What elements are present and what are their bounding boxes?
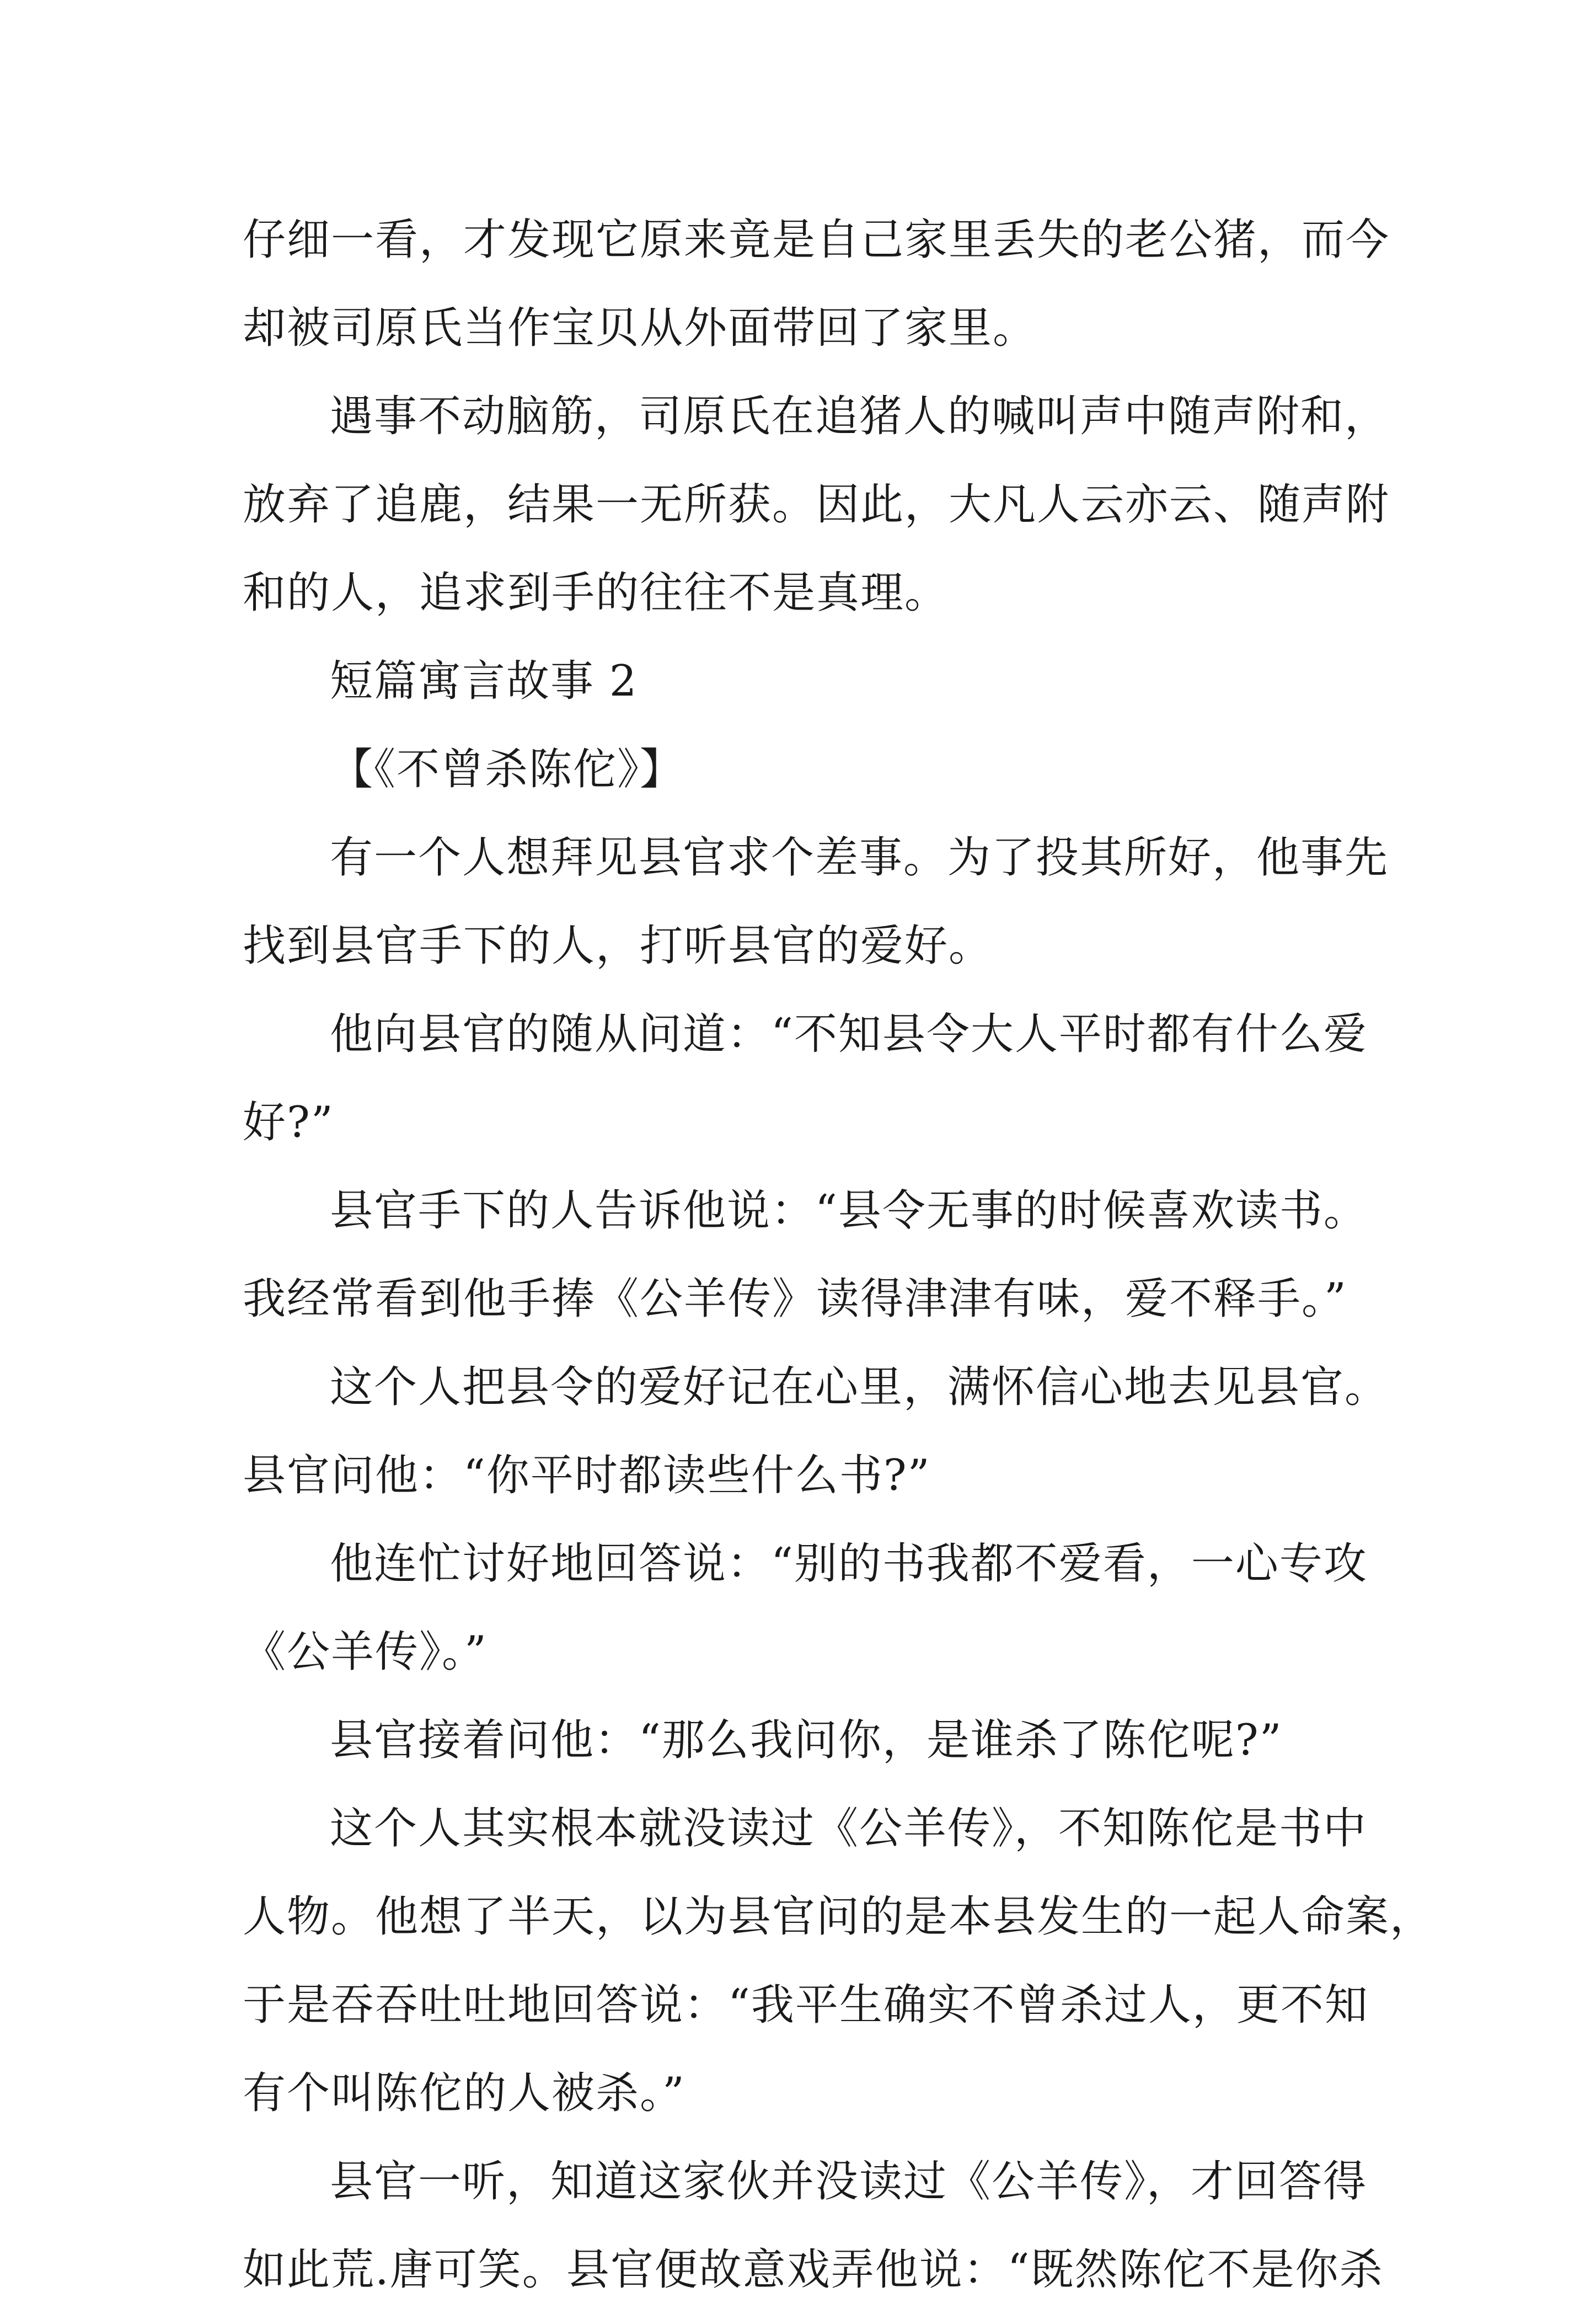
text-line: 《公羊传》。” xyxy=(243,1627,488,1677)
text-line: 他向县官的随从问道：“不知县令大人平时都有什么爱 xyxy=(330,1009,1368,1059)
text-line: 他连忙讨好地回答说：“别的书我都不爱看，一心专攻 xyxy=(330,1539,1368,1589)
text-line: 有一个人想拜见县官求个差事。为了投其所好，他事先 xyxy=(330,833,1389,883)
text-line: 好?” xyxy=(243,1098,334,1147)
text-line: 和的人，追求到手的往往不是真理。 xyxy=(243,568,949,618)
document-body xyxy=(243,196,1434,2314)
text-line: 如此荒.唐可笑。县官便故意戏弄他说：“既然陈佗不是你杀 xyxy=(243,2245,1384,2295)
text-line: 有个叫陈佗的人被杀。” xyxy=(243,2069,685,2118)
text-line: 于是吞吞吐吐地回答说：“我平生确实不曾杀过人，更不知 xyxy=(243,1980,1369,2030)
text-line: 我经常看到他手捧《公羊传》读得津津有味，爱不释手。” xyxy=(243,1274,1347,1324)
text-line: 县官问他：“你平时都读些什么书?” xyxy=(243,1451,931,1500)
text-line: 这个人把县令的爱好记在心里，满怀信心地去见县官。 xyxy=(330,1362,1389,1412)
text-line: 县官手下的人告诉他说：“县令无事的时候喜欢读书。 xyxy=(330,1186,1368,1236)
text-line: 却被司原氏当作宝贝从外面带回了家里。 xyxy=(243,303,1037,353)
text-line: 仔细一看，才发现它原来竟是自己家里丢失的老公猪，而今 xyxy=(243,215,1390,265)
text-line: 遇事不动脑筋，司原氏在追猪人的喊叫声中随声附和， xyxy=(330,392,1389,441)
text-line: 放弃了追鹿，结果一无所获。因此，大凡人云亦云、随声附 xyxy=(243,480,1390,530)
text-line: 县官一听，知道这家伙并没读过《公羊传》，才回答得 xyxy=(330,2157,1368,2206)
text-line: 人物。他想了半天，以为县官问的是本县发生的一起人命案， xyxy=(243,1892,1434,1942)
text-line: 县官接着问他：“那么我问你，是谁杀了陈佗呢?” xyxy=(330,1716,1283,1765)
story-title: 【《不曾杀陈佗》】 xyxy=(330,745,684,794)
text-line: 找到县官手下的人，打听县官的爱好。 xyxy=(243,921,993,971)
text-line: 这个人其实根本就没读过《公羊传》，不知陈佗是书中 xyxy=(330,1804,1368,1853)
section-heading: 短篇寓言故事 2 xyxy=(330,656,638,706)
